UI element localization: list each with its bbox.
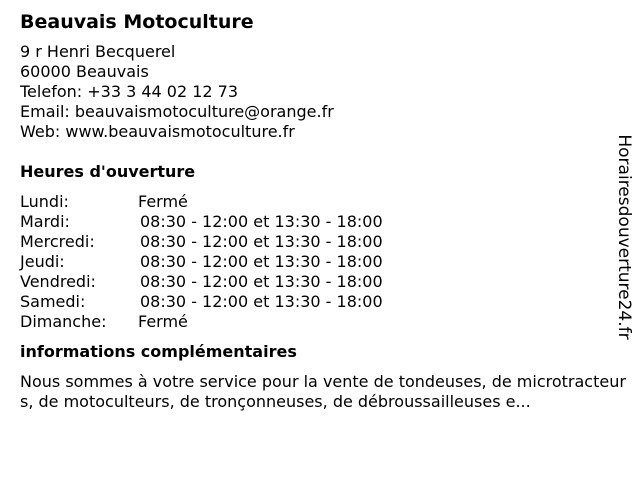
additional-info-heading: informations complémentaires xyxy=(20,342,297,361)
hours-day: Vendredi: xyxy=(20,272,96,291)
additional-info-text: Nous sommes à votre service pour la vente de tondeuses, de microtracteurs, de motoculteurs, de tronçonneuses, de débroussailleuses e... xyxy=(20,372,626,411)
hours-row-lundi xyxy=(20,192,610,212)
hours-row-jeudi xyxy=(20,252,610,272)
hours-row-vendredi xyxy=(20,272,610,292)
hours-value: Fermé xyxy=(138,312,188,331)
hours-day: Samedi: xyxy=(20,292,86,311)
street-address: 9 r Henri Becquerel xyxy=(20,42,176,61)
site-watermark: Horairesdouverture24.fr xyxy=(614,134,634,340)
hours-row-mardi xyxy=(20,212,610,232)
hours-value: 08:30 - 12:00 et 13:30 - 18:00 xyxy=(140,272,383,291)
web-line: Web: www.beauvaismotoculture.fr xyxy=(20,122,295,141)
opening-hours-heading: Heures d'ouverture xyxy=(20,162,196,181)
hours-row-dimanche xyxy=(20,312,610,332)
hours-value: Fermé xyxy=(138,192,188,211)
hours-day: Dimanche: xyxy=(20,312,107,331)
phone-line: Telefon: +33 3 44 02 12 73 xyxy=(20,82,239,101)
hours-day: Jeudi: xyxy=(20,252,65,271)
hours-value: 08:30 - 12:00 et 13:30 - 18:00 xyxy=(140,212,383,231)
hours-value: 08:30 - 12:00 et 13:30 - 18:00 xyxy=(140,252,383,271)
hours-day: Mercredi: xyxy=(20,232,95,251)
city-postcode: 60000 Beauvais xyxy=(20,62,149,81)
business-name: Beauvais Motoculture xyxy=(20,11,254,33)
hours-value: 08:30 - 12:00 et 13:30 - 18:00 xyxy=(140,292,383,311)
address-block xyxy=(20,42,610,142)
opening-hours-table xyxy=(20,192,610,332)
hours-day: Lundi: xyxy=(20,192,69,211)
hours-day: Mardi: xyxy=(20,212,70,231)
hours-row-samedi xyxy=(20,292,610,312)
hours-row-mercredi xyxy=(20,232,610,252)
hours-value: 08:30 - 12:00 et 13:30 - 18:00 xyxy=(140,232,383,251)
email-line: Email: beauvaismotoculture@orange.fr xyxy=(20,102,334,121)
